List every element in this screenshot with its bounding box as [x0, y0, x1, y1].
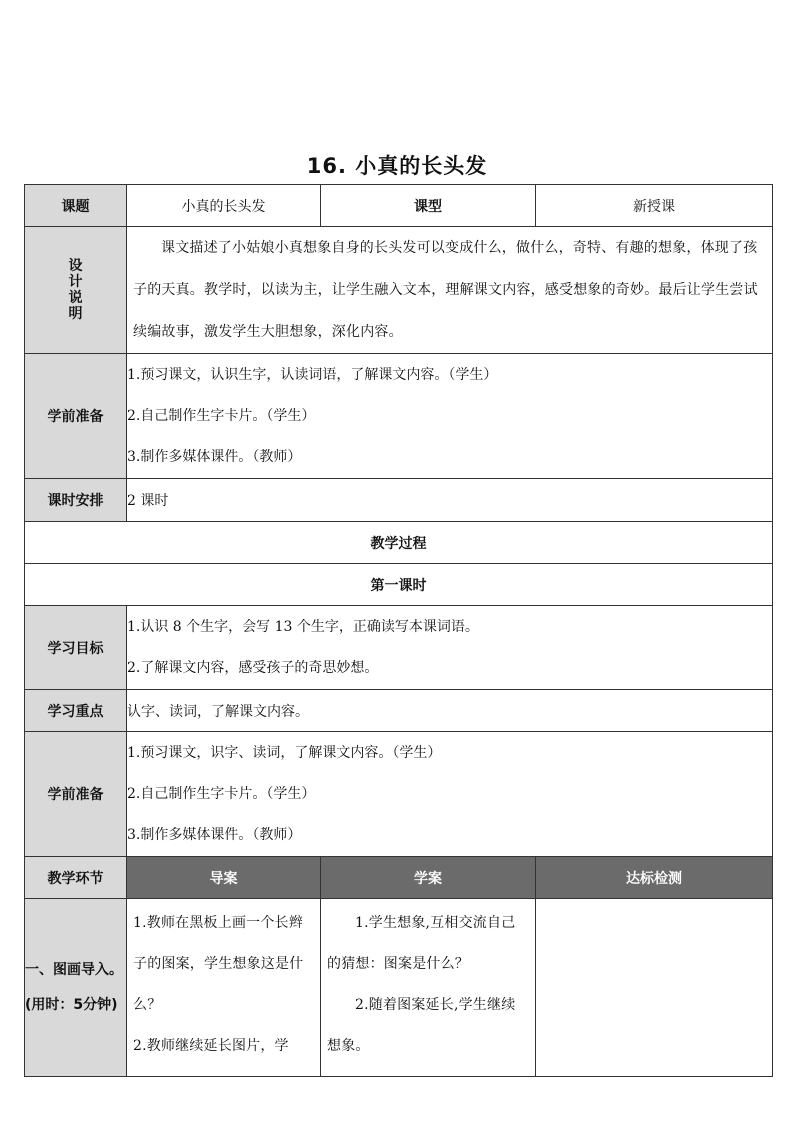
focus-row — [25, 690, 773, 732]
design-cell — [127, 227, 773, 354]
focus-label: 学习重点 — [25, 690, 127, 732]
col-check-header: 达标检测 — [536, 857, 773, 899]
process-header: 教学过程 — [25, 522, 773, 564]
topic-label: 课题 — [25, 185, 127, 227]
prep-row — [25, 354, 773, 479]
col-study-header: 学案 — [321, 857, 536, 899]
prep-item: 1.预习课文，认识生字，认读词语，了解课文内容。（学生） — [127, 366, 498, 383]
schedule-label: 课时安排 — [25, 479, 127, 522]
stage1-row — [25, 899, 773, 1077]
process-header-row — [25, 522, 773, 564]
goals-row — [25, 606, 773, 690]
prep2-item: 3.制作多媒体课件。（教师） — [127, 826, 302, 843]
schedule-row — [25, 479, 773, 522]
focus-value: 认字、读词，了解课文内容。 — [127, 690, 773, 732]
prep-label: 学前准备 — [25, 354, 127, 479]
columns-header-row — [25, 857, 773, 899]
topic-value: 小真的长头发 — [127, 185, 321, 227]
goal-item: 1.认识 8 个生字，会写 13 个生字，正确读写本课词语。 — [127, 618, 479, 635]
page-title: 16. 小真的长头发 — [306, 154, 488, 178]
prep2-item: 2.自己制作生字卡片。（学生） — [127, 785, 316, 802]
prep2-row — [25, 732, 773, 857]
stage1-study-cell — [321, 899, 536, 1077]
design-text: 课文描述了小姑娘小真想象自身的长头发可以变成什么，做什么，奇特、有趣的想象，体现了孩子的天真。教学时，以读为主，让学生融入文本，理解课文内容，感受想象的奇妙。最后让学生尝试续编故事，激发学生大胆想象，深化内容。 — [133, 240, 758, 340]
prep-item: 3.制作多媒体课件。（教师） — [127, 448, 302, 465]
design-label-text: 设 计 说 明 — [68, 258, 83, 322]
prep2-list — [127, 732, 773, 857]
type-label: 课型 — [321, 185, 536, 227]
schedule-value: 2 课时 — [127, 479, 773, 522]
lesson-plan-table — [24, 184, 773, 1077]
goals-list — [127, 606, 773, 690]
stage1-guide-text: 1.教师在黑板上画一个长辫子的图案，学生想象这是什么？ 2.教师继续延长图片，学 — [133, 915, 304, 1054]
stage1-study-item: 2.随着图案延长,学生继续想象。 — [327, 997, 516, 1054]
lesson1-header: 第一课时 — [25, 564, 773, 606]
prep-list — [127, 354, 773, 479]
design-row — [25, 227, 773, 354]
col-stage-header: 教学环节 — [25, 857, 127, 899]
stage1-label: 一、图画导入。(用时：5分钟) — [25, 899, 127, 1077]
lesson1-header-row — [25, 564, 773, 606]
prep-item: 2.自己制作生字卡片。（学生） — [127, 407, 316, 424]
info-row — [25, 185, 773, 227]
prep2-item: 1.预习课文，识字、读词，了解课文内容。（学生） — [127, 744, 442, 761]
prep2-label: 学前准备 — [25, 732, 127, 857]
stage1-guide-cell — [127, 899, 321, 1077]
stage1-study-item: 1.学生想象,互相交流自己的猜想：图案是什么？ — [327, 915, 516, 972]
type-value: 新授课 — [536, 185, 773, 227]
goals-label: 学习目标 — [25, 606, 127, 690]
design-label — [25, 227, 127, 354]
stage1-check-cell — [536, 899, 773, 1077]
goal-item: 2.了解课文内容，感受孩子的奇思妙想。 — [127, 659, 379, 676]
col-guide-header: 导案 — [127, 857, 321, 899]
